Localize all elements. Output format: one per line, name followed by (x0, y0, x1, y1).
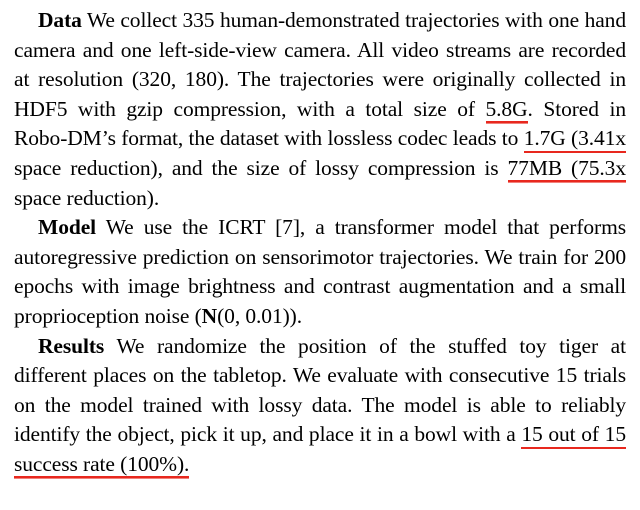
text-segment: We use the ICRT [7], a transformer model that performs autoregressive prediction on sensorimotor trajectories. We train for 200 epochs with image brightness and contrast augmentation and a small proprioception noise ( (14, 215, 626, 328)
text-segment: (0, 0.01)). (217, 303, 302, 328)
highlight-lossless-size: 1.7G (3.41x (524, 126, 626, 153)
paragraph-data (14, 6, 626, 213)
paper-text-block (14, 6, 626, 480)
highlight-success-rate: 15 out of 15 success rate (100%). (14, 422, 626, 479)
math-normal-symbol: N (201, 303, 218, 328)
paragraph-heading-results: Results (38, 333, 105, 358)
text-segment: space reduction), and the size of lossy compression is (14, 155, 508, 180)
text-segment: space reduction). (14, 185, 160, 210)
paragraph-results (14, 332, 626, 480)
highlight-lossy-size: 77MB (75.3x (508, 156, 626, 183)
paragraph-model (14, 213, 626, 331)
paragraph-heading-data: Data (38, 8, 82, 32)
text-segment: . Stored in Robo-DM’s format, the dataset with lossless codec leads to (14, 96, 626, 151)
paragraph-heading-model: Model (38, 215, 97, 240)
text-segment: We collect 335 human-demonstrated trajectories with one hand camera and one left-side-view camera. All video streams are recorded at resolution (320, 180). The trajectories were originally collected in HDF5 with gzip compression, with a total size of (14, 8, 626, 121)
highlight-total-size: 5.8G (486, 97, 528, 124)
text-segment: We randomize the position of the stuffed toy tiger at different places on the tabletop. We evaluate with consecutive 15 trials on the model trained with lossy data. The model is able to reliably identify the object, pick it up, and place it in a bowl with a (14, 333, 626, 447)
